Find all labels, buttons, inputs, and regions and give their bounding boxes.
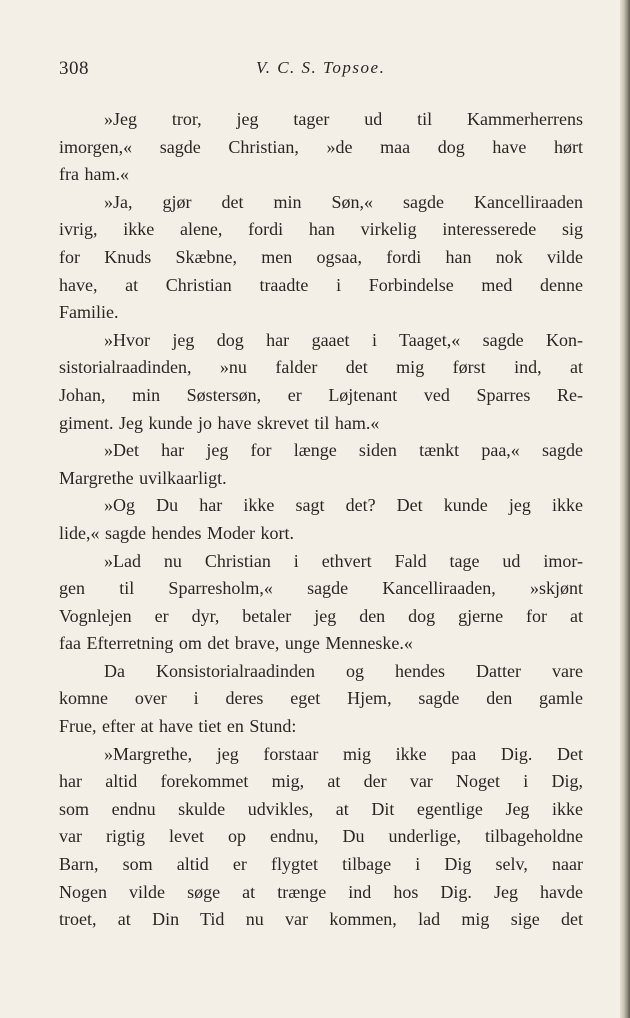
text-line: Vognlejen er dyr, betaler jeg den dog gjerne for at — [59, 605, 583, 626]
text-line: Familie. — [59, 302, 119, 323]
page-edge — [620, 0, 630, 1018]
text-line: »Og Du har ikke sagt det? Det kunde jeg ikke — [104, 495, 583, 516]
text-line: Da Konsistorialraadinden og hendes Datter vare — [104, 660, 583, 681]
text-line: for Knuds Skæbne, men ogsaa, fordi han nok vilde — [59, 246, 583, 267]
body-text — [59, 106, 583, 934]
page-number: 308 — [59, 58, 89, 79]
text-line: var rigtig levet op endnu, Du underlige, tilbageholdne — [59, 826, 583, 847]
text-line: Barn, som altid er flygtet tilbage i Dig selv, naar — [59, 854, 583, 875]
text-line: sistorialraadinden, »nu falder det mig først ind, at — [59, 357, 583, 378]
text-line: »Margrethe, jeg forstaar mig ikke paa Dig. Det — [104, 743, 583, 764]
text-line: som endnu skulde udvikles, at Dit egentlige Jeg ikke — [59, 798, 583, 819]
text-line: Frue, efter at have tiet en Stund: — [59, 716, 297, 737]
text-line: komne over i deres eget Hjem, sagde den gamle — [59, 688, 583, 709]
running-title: V. C. S. Topsoe. — [256, 58, 386, 77]
text-line: imorgen,« sagde Christian, »de maa dog have hørt — [59, 136, 583, 157]
text-line: Margrethe uvilkaarligt. — [59, 467, 227, 488]
text-line: »Jeg tror, jeg tager ud til Kammerherrens — [104, 109, 583, 129]
text-line: lide,« sagde hendes Moder kort. — [59, 522, 294, 543]
text-line: »Hvor jeg dog har gaaet i Taaget,« sagde Kon- — [104, 329, 583, 350]
text-line: ivrig, ikke alene, fordi han virkelig interesserede sig — [59, 219, 583, 240]
text-line: »Lad nu Christian i ethvert Fald tage ud imor- — [104, 550, 583, 571]
text-line: gen til Sparresholm,« sagde Kancelliraaden, »skjønt — [59, 578, 583, 599]
text-line: »Ja, gjør det min Søn,« sagde Kancelliraaden — [104, 191, 583, 212]
text-line: har altid forekommet mig, at der var Noget i Dig, — [59, 771, 583, 792]
text-line: »Det har jeg for længe siden tænkt paa,« sagde — [104, 440, 583, 461]
text-line: have, at Christian traadte i Forbindelse med denne — [59, 274, 583, 295]
text-line: troet, at Din Tid nu var kommen, lad mig sige det — [59, 909, 583, 930]
text-line: giment. Jeg kunde jo have skrevet til ham.« — [59, 412, 380, 433]
text-line: fra ham.« — [59, 164, 129, 185]
page-header — [59, 58, 579, 88]
text-line: Nogen vilde søge at trænge ind hos Dig. Jeg havde — [59, 881, 583, 902]
text-line: Johan, min Søstersøn, er Løjtenant ved Sparres Re- — [59, 384, 583, 405]
text-line: faa Efterretning om det brave, unge Menneske.« — [59, 633, 413, 654]
